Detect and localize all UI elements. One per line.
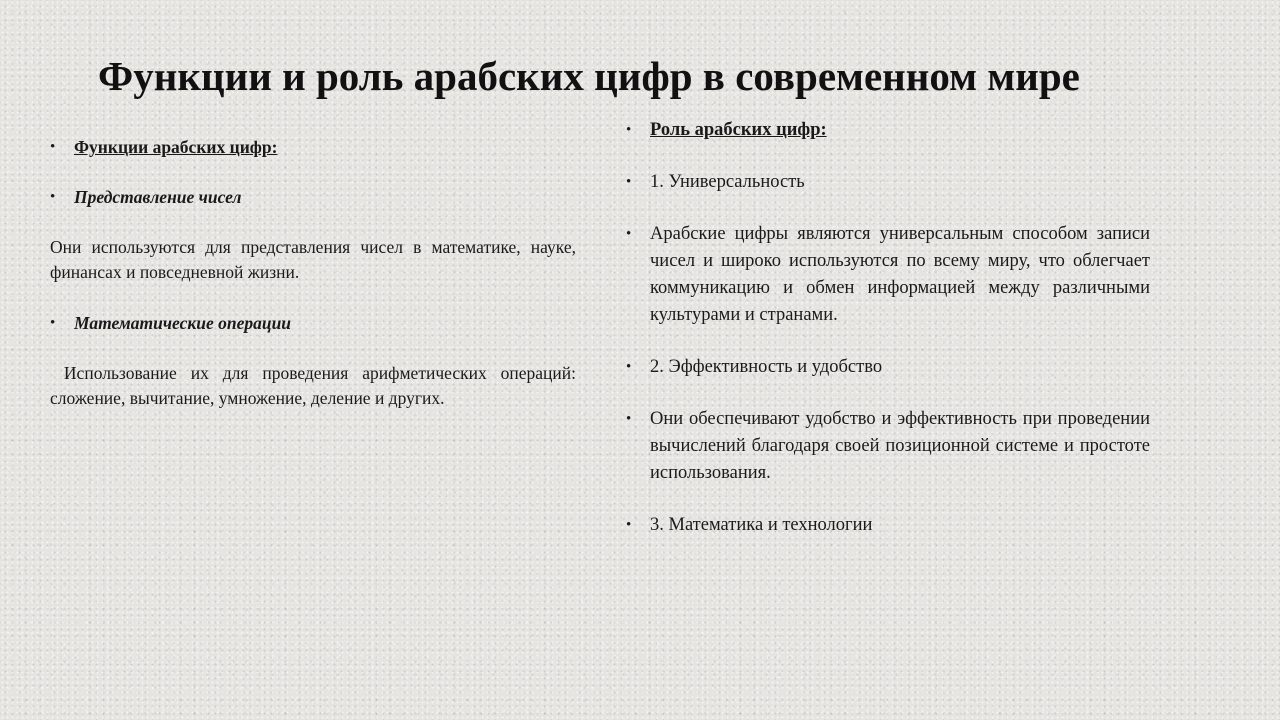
- bullet-icon: •: [626, 174, 632, 190]
- right-point-universality: [626, 169, 1150, 196]
- right-heading-item: [626, 117, 1150, 144]
- right-point-universality-label: 1. Универсальность: [650, 172, 805, 192]
- left-item-operations-text: Использование их для проведения арифметических операций: сложение, вычитание, умножение, деление и других.: [50, 363, 581, 408]
- left-item-representation-text: Они используются для представления чисел в математике, науке, финансах и повседневной жизни.: [50, 237, 576, 282]
- right-point-universality-text: [626, 221, 1150, 329]
- bullet-icon: •: [626, 122, 632, 138]
- bullet-icon: •: [626, 517, 632, 533]
- bullet-icon: •: [50, 139, 56, 155]
- left-item-representation-title: Представление чисел: [74, 187, 242, 207]
- right-point-math-tech: [626, 512, 1150, 539]
- right-point-universality-desc: Арабские цифры являются универсальным способом записи чисел и широко используются по всему миру, что облегчает коммуникацию и обмен информацией между различными культурами и странами.: [650, 224, 1150, 325]
- bullet-icon: •: [626, 359, 632, 375]
- slide-title: Функции и роль арабских цифр в современном мире: [98, 53, 1080, 99]
- right-point-efficiency-text: [626, 406, 1150, 487]
- left-heading-item: [50, 135, 576, 160]
- bullet-icon: •: [626, 226, 632, 242]
- left-item-operations: [50, 311, 576, 336]
- right-column: [626, 117, 1150, 539]
- left-heading: Функции арабских цифр:: [74, 137, 278, 157]
- bullet-icon: •: [50, 315, 56, 331]
- bullet-icon: •: [50, 189, 56, 205]
- right-point-math-tech-label: 3. Математика и технологии: [650, 515, 873, 535]
- right-heading: Роль арабских цифр:: [650, 120, 827, 140]
- right-point-efficiency: [626, 354, 1150, 381]
- left-column: [50, 135, 581, 411]
- right-point-efficiency-label: 2. Эффективность и удобство: [650, 357, 883, 377]
- left-item-representation: [50, 185, 576, 210]
- right-point-efficiency-desc: Они обеспечивают удобство и эффективность при проведении вычислений благодаря своей позиционной системе и простоте использования.: [650, 409, 1150, 483]
- left-item-operations-title: Математические операции: [74, 313, 292, 333]
- bullet-icon: •: [626, 411, 632, 427]
